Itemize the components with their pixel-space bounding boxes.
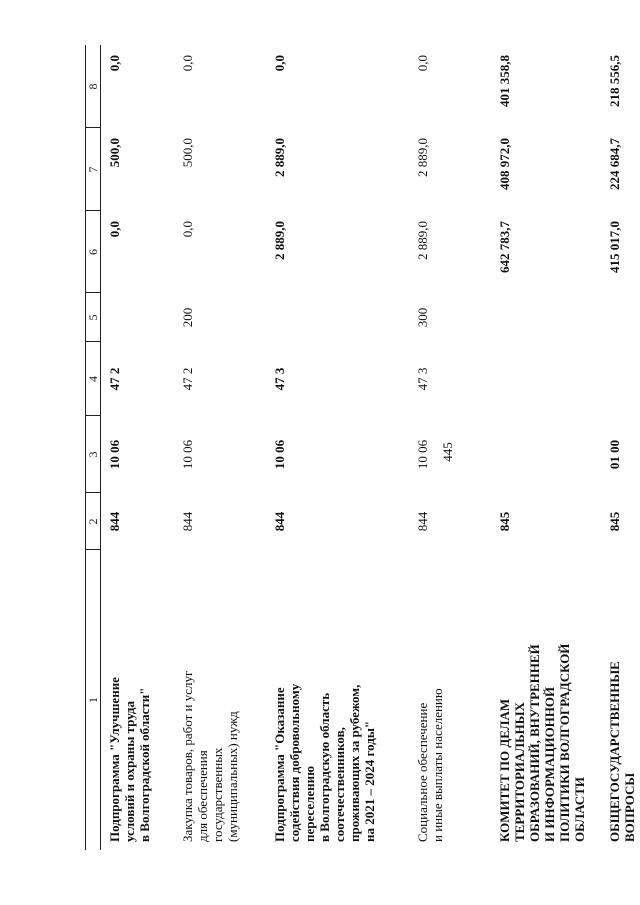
cell-col-5: 200	[180, 307, 195, 328]
cell-col-3: 10 06	[415, 439, 430, 470]
cell-col-8: 0,0	[180, 55, 195, 72]
column-divider	[86, 415, 100, 416]
column-header-4: 4	[86, 376, 100, 382]
column-divider	[86, 292, 100, 293]
cell-col-2: 844	[272, 511, 287, 532]
cell-col-7: 500,0	[180, 138, 195, 168]
cell-col-6: 2 889,0	[415, 221, 430, 260]
cell-col-3: 10 06	[180, 439, 195, 470]
cell-col-7: 500,0	[107, 138, 122, 168]
page-number: 445	[440, 442, 455, 462]
cell-col-6: 2 889,0	[272, 221, 287, 260]
row-name: КОМИТЕТ ПО ДЕЛАМ ТЕРРИТОРИАЛЬНЫХ ОБРАЗОВАНИЙ, ВНУТРЕННЕЙ И ИНФОРМАЦИОННОЙ ПОЛИТИКИ ВОЛГОГРАДСКОЙ ОБЛАСТИ	[497, 643, 587, 842]
cell-col-4: 47 2	[180, 367, 195, 391]
cell-col-3: 10 06	[107, 439, 122, 470]
row-name: Подпрограмма "Улучшение условий и охраны труда в Волгоградской области"	[107, 677, 152, 842]
cell-col-2: 844	[180, 511, 195, 532]
cell-col-7: 2 889,0	[415, 138, 430, 177]
column-header-2: 2	[86, 518, 100, 525]
cell-col-7: 408 972,0	[497, 138, 512, 190]
budget-table	[85, 45, 637, 850]
cell-col-6: 415 017,0	[607, 221, 622, 273]
row-name: ОБЩЕГОСУДАРСТВЕННЫЕ ВОПРОСЫ	[607, 661, 637, 842]
column-header-5: 5	[86, 314, 100, 321]
cell-col-4: 47 3	[272, 367, 287, 391]
column-divider	[86, 127, 100, 128]
table-header-row	[85, 45, 101, 850]
row-name: Подпрограмма "Оказание содействия добровольному переселению в Волгоградскую область соотечественников, проживающих за рубежом, на 2021 – 2024 годы"	[272, 683, 377, 842]
cell-col-7: 2 889,0	[272, 138, 287, 177]
column-header-7: 7	[86, 166, 100, 173]
cell-col-4: 47 2	[107, 367, 122, 391]
cell-col-2: 845	[607, 511, 622, 532]
cell-col-8: 0,0	[272, 55, 287, 72]
row-name: Социальное обеспечение и иные выплаты населению	[415, 688, 445, 842]
column-header-3: 3	[86, 451, 100, 458]
column-divider	[86, 492, 100, 493]
cell-col-8: 401 358,8	[497, 55, 512, 107]
cell-col-4: 47 3	[415, 367, 430, 391]
cell-col-6: 0,0	[180, 221, 195, 238]
cell-col-8: 218 556,5	[607, 55, 622, 107]
cell-col-8: 0,0	[107, 55, 122, 72]
cell-col-6: 0,0	[107, 221, 122, 238]
cell-col-3: 10 06	[272, 439, 287, 470]
cell-col-6: 642 783,7	[497, 221, 512, 273]
column-header-1: 1	[86, 697, 100, 703]
cell-col-2: 845	[497, 511, 512, 532]
column-header-8: 8	[86, 83, 100, 90]
column-divider	[86, 210, 100, 211]
cell-col-2: 844	[107, 511, 122, 532]
cell-col-8: 0,0	[415, 55, 430, 72]
row-name: Закупка товаров, работ и услуг для обеспечения государственных (муниципальных) нужд	[180, 670, 240, 842]
cell-col-2: 844	[415, 511, 430, 532]
column-divider	[86, 549, 100, 550]
column-divider	[86, 341, 100, 342]
cell-col-5: 300	[415, 307, 430, 328]
column-header-6: 6	[86, 249, 100, 255]
cell-col-3: 01 00	[607, 439, 622, 470]
cell-col-7: 224 684,7	[607, 138, 622, 190]
